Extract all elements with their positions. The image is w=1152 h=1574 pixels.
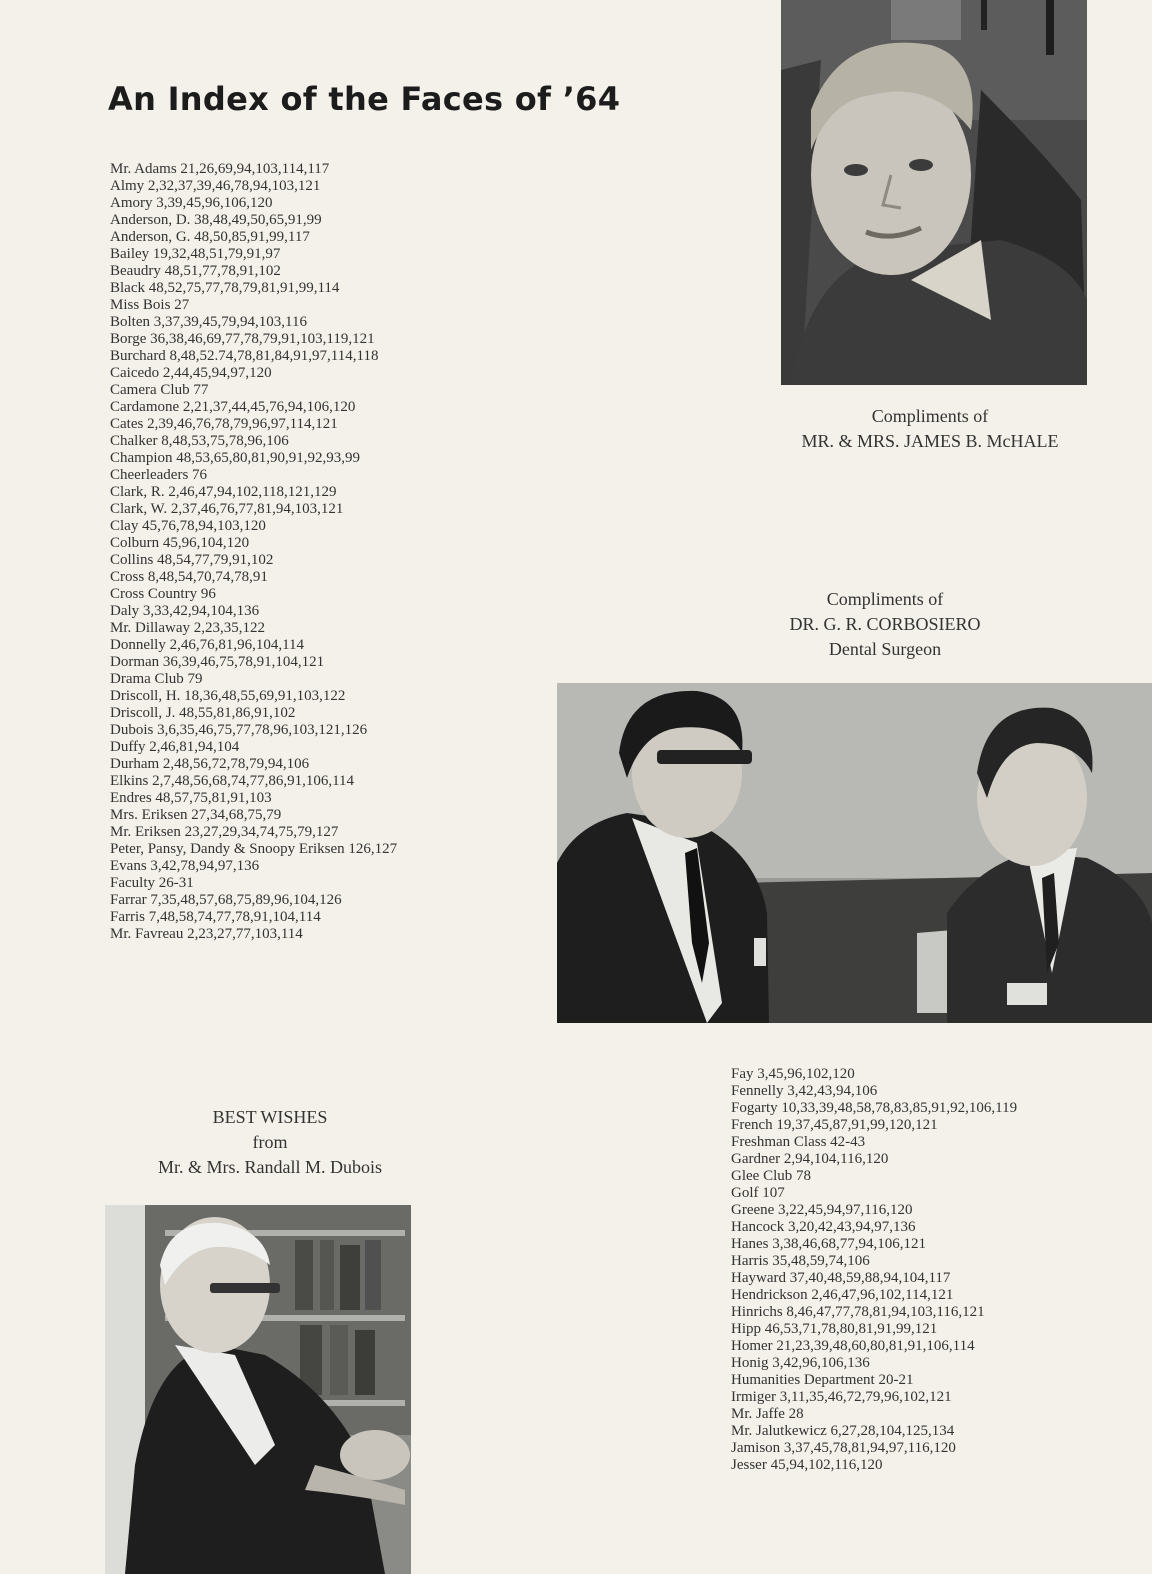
index-entry: Driscoll, J. 48,55,81,86,91,102 <box>110 705 296 721</box>
caption-corbosiero <box>720 587 1050 662</box>
index-entry: Gardner 2,94,104,116,120 <box>731 1151 889 1167</box>
index-entry: Clark, W. 2,37,46,76,77,81,94,103,121 <box>110 501 344 517</box>
index-list-right <box>731 1066 1017 1474</box>
index-list-left <box>110 161 397 943</box>
index-entry: Clark, R. 2,46,47,94,102,118,121,129 <box>110 484 337 500</box>
index-entry: Hendrickson 2,46,47,96,102,114,121 <box>731 1287 954 1303</box>
index-entry: Harris 35,48,59,74,106 <box>731 1253 870 1269</box>
index-entry: Camera Club 77 <box>110 382 209 398</box>
caption-line: Mr. & Mrs. Randall M. Dubois <box>157 1157 382 1177</box>
index-entry: Black 48,52,75,77,78,79,81,91,99,114 <box>110 280 340 296</box>
index-entry: Evans 3,42,78,94,97,136 <box>110 858 260 874</box>
index-entry: Hayward 37,40,48,59,88,94,104,117 <box>731 1270 951 1286</box>
index-entry: Drama Club 79 <box>110 671 203 687</box>
index-entry: Farrar 7,35,48,57,68,75,89,96,104,126 <box>110 892 342 908</box>
index-entry: Dorman 36,39,46,75,78,91,104,121 <box>110 654 325 670</box>
index-entry: Mr. Adams 21,26,69,94,103,114,117 <box>110 161 330 177</box>
index-entry: Humanities Department 20-21 <box>731 1372 914 1388</box>
index-entry: Chalker 8,48,53,75,78,96,106 <box>110 433 289 449</box>
index-entry: Colburn 45,96,104,120 <box>110 535 250 551</box>
index-entry: Mrs. Eriksen 27,34,68,75,79 <box>110 807 282 823</box>
index-entry: Bailey 19,32,48,51,79,91,97 <box>110 246 281 262</box>
photo-boy-portrait <box>781 0 1087 385</box>
index-entry: Hanes 3,38,46,68,77,94,106,121 <box>731 1236 926 1252</box>
index-entry: Borge 36,38,46,69,77,78,79,91,103,119,121 <box>110 331 375 347</box>
index-entry: Irmiger 3,11,35,46,72,79,96,102,121 <box>731 1389 952 1405</box>
index-entry: Greene 3,22,45,94,97,116,120 <box>731 1202 913 1218</box>
index-entry: Fennelly 3,42,43,94,106 <box>731 1083 878 1099</box>
index-entry: Champion 48,53,65,80,81,90,91,92,93,99 <box>110 450 360 466</box>
index-entry: Fay 3,45,96,102,120 <box>731 1066 855 1082</box>
index-entry: Cross 8,48,54,70,74,78,91 <box>110 569 268 585</box>
index-entry: Collins 48,54,77,79,91,102 <box>110 552 274 568</box>
index-entry: Amory 3,39,45,96,106,120 <box>110 195 273 211</box>
index-entry: Clay 45,76,78,94,103,120 <box>110 518 266 534</box>
index-entry: Burchard 8,48,52.74,78,81,84,91,97,114,118 <box>110 348 379 364</box>
index-entry: Hipp 46,53,71,78,80,81,91,99,121 <box>731 1321 938 1337</box>
index-entry: Anderson, G. 48,50,85,91,99,117 <box>110 229 310 245</box>
index-entry: Honig 3,42,96,106,136 <box>731 1355 870 1371</box>
photo-two-men <box>557 683 1152 1023</box>
index-entry: Faculty 26-31 <box>110 875 194 891</box>
caption-dubois <box>110 1105 430 1180</box>
index-entry: Durham 2,48,56,72,78,79,94,106 <box>110 756 310 772</box>
index-entry: Mr. Jaffe 28 <box>731 1406 804 1422</box>
index-entry: Hinrichs 8,46,47,77,78,81,94,103,116,121 <box>731 1304 985 1320</box>
index-entry: Mr. Dillaway 2,23,35,122 <box>110 620 265 636</box>
index-entry: Jamison 3,37,45,78,81,94,97,116,120 <box>731 1440 956 1456</box>
index-entry: Cheerleaders 76 <box>110 467 208 483</box>
index-entry: Mr. Favreau 2,23,27,77,103,114 <box>110 926 303 942</box>
caption-line: BEST WISHES <box>212 1107 328 1127</box>
caption-line: MR. & MRS. JAMES B. McHALE <box>801 431 1059 451</box>
index-entry: Daly 3,33,42,94,104,136 <box>110 603 260 619</box>
index-entry: Bolten 3,37,39,45,79,94,103,116 <box>110 314 307 330</box>
index-entry: Cross Country 96 <box>110 586 216 602</box>
caption-line: from <box>252 1132 288 1152</box>
index-entry: Endres 48,57,75,81,91,103 <box>110 790 272 806</box>
index-entry: Cates 2,39,46,76,78,79,96,97,114,121 <box>110 416 338 432</box>
index-entry: Elkins 2,7,48,56,68,74,77,86,91,106,114 <box>110 773 355 789</box>
index-entry: Golf 107 <box>731 1185 785 1201</box>
index-entry: Duffy 2,46,81,94,104 <box>110 739 240 755</box>
index-entry: Mr. Eriksen 23,27,29,34,74,75,79,127 <box>110 824 339 840</box>
index-entry: Freshman Class 42-43 <box>731 1134 866 1150</box>
index-entry: Cardamone 2,21,37,44,45,76,94,106,120 <box>110 399 356 415</box>
index-entry: Almy 2,32,37,39,46,78,94,103,121 <box>110 178 321 194</box>
index-entry: Fogarty 10,33,39,48,58,78,83,85,91,92,106,119 <box>731 1100 1018 1116</box>
index-entry: Homer 21,23,39,48,60,80,81,91,106,114 <box>731 1338 975 1354</box>
caption-line: Compliments of <box>826 589 944 609</box>
index-entry: Peter, Pansy, Dandy & Snoopy Eriksen 126,127 <box>110 841 398 857</box>
caption-line: Dental Surgeon <box>828 639 942 659</box>
index-entry: Driscoll, H. 18,36,48,55,69,91,103,122 <box>110 688 346 704</box>
index-entry: Glee Club 78 <box>731 1168 811 1184</box>
index-entry: Miss Bois 27 <box>110 297 190 313</box>
photo-man-library <box>105 1205 411 1574</box>
index-entry: Beaudry 48,51,77,78,91,102 <box>110 263 281 279</box>
index-entry: Hancock 3,20,42,43,94,97,136 <box>731 1219 916 1235</box>
caption-line: DR. G. R. CORBOSIERO <box>789 614 981 634</box>
caption-line: Compliments of <box>871 406 989 426</box>
index-entry: Caicedo 2,44,45,94,97,120 <box>110 365 272 381</box>
index-entry: Farris 7,48,58,74,77,78,91,104,114 <box>110 909 321 925</box>
index-entry: Mr. Jalutkewicz 6,27,28,104,125,134 <box>731 1423 955 1439</box>
index-entry: Anderson, D. 38,48,49,50,65,91,99 <box>110 212 322 228</box>
page-title: An Index of the Faces of ’64 <box>108 80 621 118</box>
index-entry: French 19,37,45,87,91,99,120,121 <box>731 1117 938 1133</box>
caption-mchale <box>760 404 1100 454</box>
index-entry: Dubois 3,6,35,46,75,77,78,96,103,121,126 <box>110 722 368 738</box>
index-entry: Donnelly 2,46,76,81,96,104,114 <box>110 637 305 653</box>
index-entry: Jesser 45,94,102,116,120 <box>731 1457 883 1473</box>
